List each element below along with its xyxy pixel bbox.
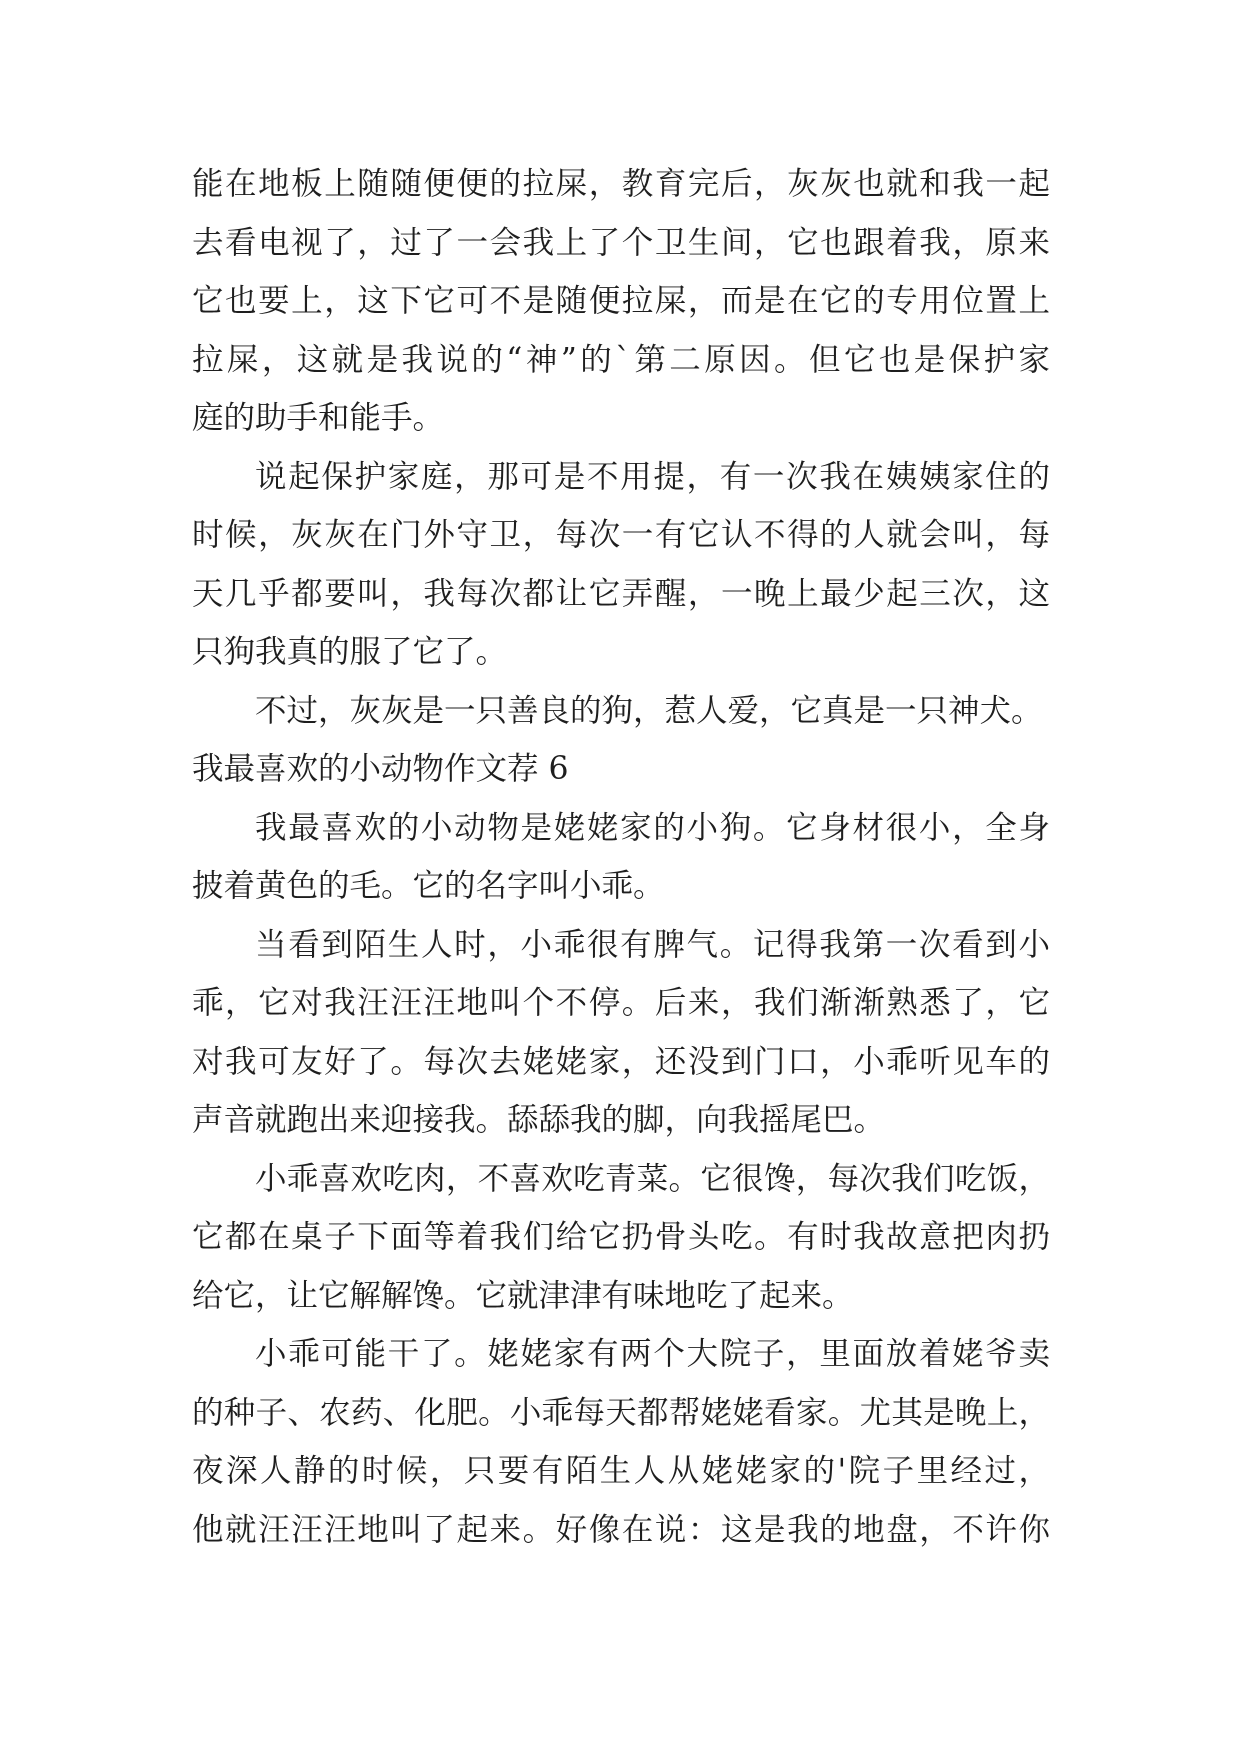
paragraph xyxy=(192,448,1050,682)
text-line: 它都在桌子下面等着我们给它扔骨头吃。有时我故意把肉扔 xyxy=(192,1219,1052,1255)
text-line: 说起保护家庭，那可是不用提，有一次我在姨姨家住的 xyxy=(255,458,1052,495)
paragraph xyxy=(192,1325,1053,1559)
text-line: 去看电视了，过了一会我上了个卫生间，它也跟着我，原来 xyxy=(192,224,1052,261)
text-line: 当看到陌生人时，小乖很有脾气。记得我第一次看到小 xyxy=(255,926,1052,963)
text-line: 时候，灰灰在门外守卫，每次一有它认不得的人就会叫，每 xyxy=(192,517,1052,553)
text-line: 他就汪汪汪地叫了起来。好像在说：这是我的地盘，不许你 xyxy=(192,1511,1052,1548)
text-line: 披着黄色的毛。它的名字叫小乖。 xyxy=(192,868,665,904)
paragraph xyxy=(192,799,1050,916)
text-line: 的种子、农药、化肥。小乖每天都帮姥姥看家。尤其是晚上， xyxy=(192,1394,1051,1431)
essay-title: 我最喜欢的小动物作文荐 6 xyxy=(192,751,569,787)
text-line: 它也要上，这下它可不是随便拉屎，而是在它的专用位置上 xyxy=(192,283,1052,319)
paragraph xyxy=(192,682,1050,741)
text-line: 夜深人静的时候，只要有陌生人从姥姥家的'院子里经过， xyxy=(192,1453,1053,1489)
text-line: 我最喜欢的小动物是姥姥家的小狗。它身材很小，全身 xyxy=(255,809,1052,846)
text-line: 乖，它对我汪汪汪地叫个不停。后来，我们渐渐熟悉了，它 xyxy=(192,985,1052,1021)
text-line: 拉屎，这就是我说的“神”的`第二原因。但它也是保护家 xyxy=(192,341,1054,378)
paragraph xyxy=(192,916,1050,1150)
text-line: 庭的助手和能手。 xyxy=(192,400,445,436)
text-line: 给它，让它解解馋。它就津津有味地吃了起来。 xyxy=(192,1277,854,1314)
text-line: 能在地板上随随便便的拉屎，教育完后，灰灰也就和我一起 xyxy=(192,166,1052,202)
paragraph xyxy=(192,155,1054,448)
body-text xyxy=(192,155,1054,1559)
paragraph xyxy=(192,1150,1050,1326)
text-line: 小乖喜欢吃肉，不喜欢吃青菜。它很馋，每次我们吃饭， xyxy=(255,1160,1051,1197)
text-line: 对我可友好了。每次去姥姥家，还没到门口，小乖听见车的 xyxy=(192,1043,1052,1080)
text-line: 只狗我真的服了它了。 xyxy=(192,634,508,670)
text-line: 不过，灰灰是一只善良的狗，惹人爱，它真是一只神犬。 xyxy=(255,692,1043,729)
text-line: 天几乎都要叫，我每次都让它弄醒，一晚上最少起三次，这 xyxy=(192,575,1052,612)
text-line: 小乖可能干了。姥姥家有两个大院子，里面放着姥爷卖 xyxy=(255,1336,1052,1372)
text-line: 声音就跑出来迎接我。舔舔我的脚，向我摇尾巴。 xyxy=(192,1102,886,1138)
